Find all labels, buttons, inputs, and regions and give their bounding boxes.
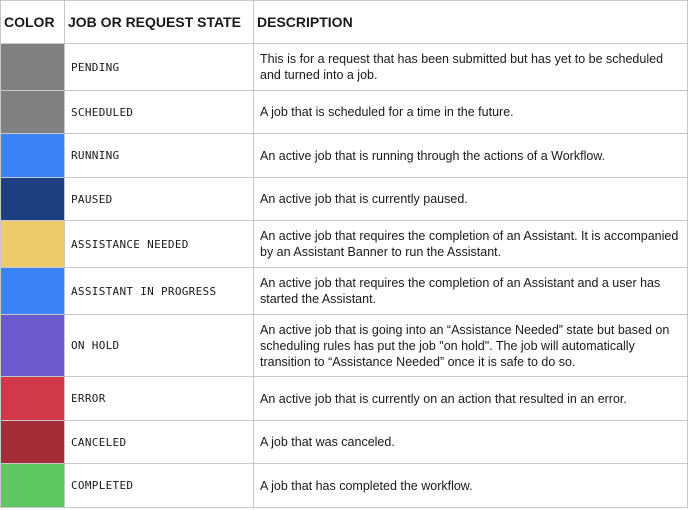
- color-swatch: [1, 221, 64, 267]
- table-row: [1, 464, 688, 508]
- table-row: [1, 134, 688, 178]
- color-swatch-cell: [1, 44, 65, 91]
- state-cell: ASSISTANT IN PROGRESS: [65, 268, 254, 315]
- color-swatch-cell: [1, 178, 65, 221]
- description-cell: An active job that is running through the actions of a Workflow.: [254, 134, 688, 178]
- color-swatch: [1, 464, 64, 507]
- header-row: [1, 1, 688, 44]
- description-cell: An active job that requires the completion of an Assistant and a user has started the Assistant.: [254, 268, 688, 315]
- description-cell: An active job that is currently paused.: [254, 178, 688, 221]
- color-swatch: [1, 377, 64, 420]
- color-swatch: [1, 268, 64, 314]
- color-swatch-cell: [1, 315, 65, 377]
- color-swatch-cell: [1, 464, 65, 508]
- color-swatch-cell: [1, 268, 65, 315]
- color-swatch-cell: [1, 421, 65, 464]
- table-row: [1, 268, 688, 315]
- color-swatch: [1, 178, 64, 220]
- description-cell: A job that is scheduled for a time in the future.: [254, 91, 688, 134]
- table-row: [1, 178, 688, 221]
- state-cell: ON HOLD: [65, 315, 254, 377]
- state-cell: COMPLETED: [65, 464, 254, 508]
- state-cell: PAUSED: [65, 178, 254, 221]
- description-cell: An active job that requires the completion of an Assistant. It is accompanied by an Assistant Banner to run the Assistant.: [254, 221, 688, 268]
- header-state: JOB OR REQUEST STATE: [65, 1, 254, 44]
- color-swatch-cell: [1, 377, 65, 421]
- color-swatch: [1, 91, 64, 133]
- color-swatch: [1, 134, 64, 177]
- description-cell: A job that was canceled.: [254, 421, 688, 464]
- color-swatch-cell: [1, 221, 65, 268]
- state-cell: CANCELED: [65, 421, 254, 464]
- color-swatch: [1, 421, 64, 463]
- color-swatch-cell: [1, 91, 65, 134]
- description-cell: A job that has completed the workflow.: [254, 464, 688, 508]
- table-row: [1, 377, 688, 421]
- description-cell: An active job that is currently on an action that resulted in an error.: [254, 377, 688, 421]
- color-swatch-cell: [1, 134, 65, 178]
- description-cell: This is for a request that has been submitted but has yet to be scheduled and turned into a job.: [254, 44, 688, 91]
- description-cell: An active job that is going into an “Assistance Needed” state but based on scheduling rules has put the job "on hold". The job will automatically transition to “Assistance Needed” once it is safe to do so.: [254, 315, 688, 377]
- table-row: [1, 91, 688, 134]
- table-row: [1, 315, 688, 377]
- header-color: COLOR: [1, 1, 65, 44]
- header-description: DESCRIPTION: [254, 1, 688, 44]
- state-cell: SCHEDULED: [65, 91, 254, 134]
- state-cell: PENDING: [65, 44, 254, 91]
- color-swatch: [1, 44, 64, 90]
- table-row: [1, 44, 688, 91]
- table-row: [1, 421, 688, 464]
- state-cell: ASSISTANCE NEEDED: [65, 221, 254, 268]
- state-cell: ERROR: [65, 377, 254, 421]
- state-cell: RUNNING: [65, 134, 254, 178]
- table-row: [1, 221, 688, 268]
- color-swatch: [1, 315, 64, 376]
